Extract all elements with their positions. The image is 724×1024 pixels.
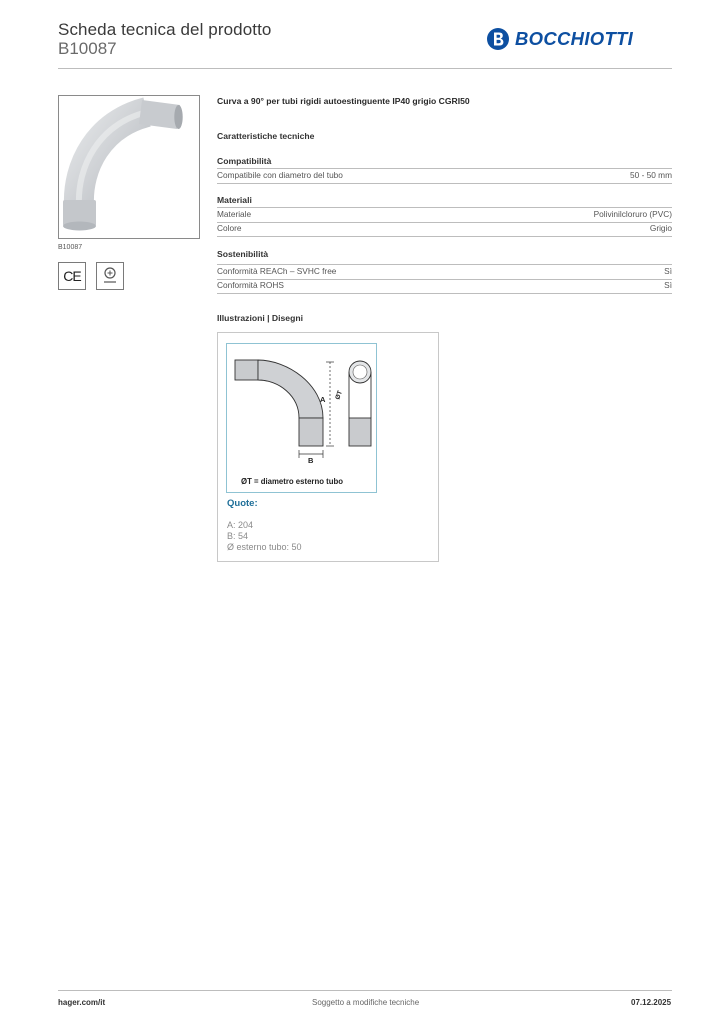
label-t: ØT [334, 389, 344, 401]
illustrations-heading: Illustrazioni | Disegni [217, 313, 303, 323]
pipe-bend-photo [59, 96, 199, 238]
brand-logo-icon [486, 27, 510, 51]
spec-row [217, 208, 672, 222]
dimension-b: B: 54 [227, 531, 249, 541]
ce-mark-text: CE [63, 268, 81, 284]
footer-divider [58, 990, 672, 991]
image-caption: B10087 [58, 244, 83, 251]
spec-label: Colore [217, 223, 242, 233]
specs-heading: Caratteristiche tecniche [217, 131, 315, 141]
dimensions-title: Quote: [227, 498, 258, 509]
dimension-diameter: Ø esterno tubo: 50 [227, 542, 302, 552]
brand-logo [486, 27, 633, 51]
technical-drawing [226, 343, 377, 493]
label-b: B [308, 456, 314, 465]
divider [217, 236, 672, 237]
spec-value: Sì [664, 266, 672, 276]
divider [217, 183, 672, 184]
brand-name: BOCCHIOTTI [515, 28, 634, 49]
product-image [58, 95, 200, 239]
footer-website-link[interactable]: hager.com/it [58, 998, 106, 1007]
dimension-a: A: 204 [227, 520, 254, 530]
group-title-compatibility: Compatibilità [217, 156, 272, 166]
spec-label: Conformità ROHS [217, 280, 284, 290]
footer-date: 07.12.2025 [631, 998, 672, 1007]
spec-row [217, 169, 672, 183]
spec-value: Polivinilcloruro (PVC) [593, 209, 672, 219]
spec-value: Sì [664, 280, 672, 290]
product-code: B10087 [58, 39, 117, 58]
spec-value: 50 - 50 mm [630, 170, 672, 180]
spec-label: Materiale [217, 209, 252, 219]
spec-label: Conformità REACh – SVHC free [217, 266, 337, 276]
spec-row [217, 265, 672, 279]
ce-mark [58, 262, 86, 290]
label-a: A [320, 395, 326, 404]
header-divider [58, 68, 672, 69]
spec-label: Compatibile con diametro del tubo [217, 170, 343, 180]
footer-notice: Soggetto a modifiche tecniche [312, 998, 420, 1007]
group-title-sustainability: Sostenibilità [217, 249, 269, 259]
drawing-legend: ØT = diametro esterno tubo [241, 477, 344, 486]
spec-row [217, 279, 672, 293]
group-title-materials: Materiali [217, 195, 252, 205]
certification-mark-icon [96, 262, 124, 290]
spec-value: Grigio [649, 223, 672, 233]
product-description: Curva a 90° per tubi rigidi autoestinguente IP40 grigio CGRI50 [217, 96, 470, 106]
spec-row [217, 222, 672, 236]
divider [217, 293, 672, 294]
page-title: Scheda tecnica del prodotto [58, 20, 272, 39]
